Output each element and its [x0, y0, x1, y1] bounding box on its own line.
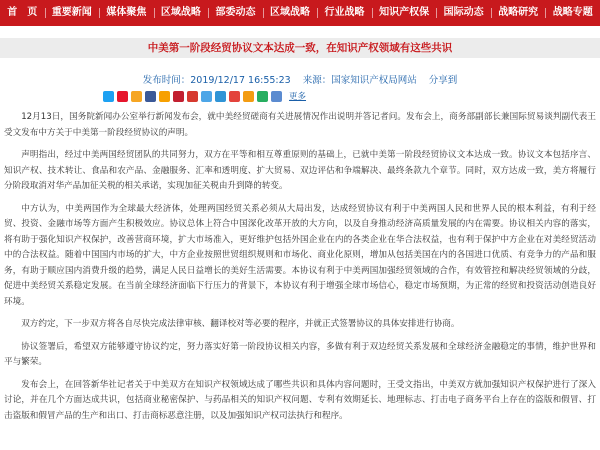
nav-item-important-news[interactable]: 重要新闻 [45, 0, 100, 26]
share-print-icon[interactable] [271, 91, 282, 102]
article-body [4, 110, 596, 431]
share-mail-icon[interactable] [257, 91, 268, 102]
nav-item-strategy-topics[interactable]: 战略专题 [545, 0, 600, 26]
paragraph: 声明指出，经过中美两国经贸团队的共同努力，双方在平等和相互尊重原则的基础上，已就中美第一阶段经贸协议文本达成一致。协议文本包括序言、知识产权、技术转让、食品和农产品、金融服务、汇率和透明度、扩大贸易、双边评估和争端解决、最终条款九个章节。同时，双方达成一致，美方将履行分阶段取消对华产品加征关税的相关承诺，实现加征关税由升到降的转变。 [4, 150, 596, 191]
publish-time: 发布时间：2019/12/17 16:55:23 [142, 75, 291, 86]
nav-item-media-focus[interactable]: 媒体聚焦 [99, 0, 154, 26]
nav-item-international-news[interactable]: 国际动态 [436, 0, 491, 26]
share-douban-icon[interactable] [173, 91, 184, 102]
nav-item-strategy-research[interactable]: 战略研究 [491, 0, 546, 26]
nav-item-ministry-news[interactable]: 部委动态 [208, 0, 263, 26]
paragraph: 协议签署后，希望双方能够遵守协议约定，努力落实好第一阶段协议相关内容，多做有利于双边经贸关系发展和全球经济金融稳定的事情，维护世界和平与繁荣。 [4, 341, 596, 367]
share-label[interactable]: 分享到 [428, 75, 458, 86]
share-qzone-icon[interactable] [131, 91, 142, 102]
article-title: 中美第一阶段经贸协议文本达成一致，在知识产权领域有这些共识 [0, 38, 600, 58]
nav-item-regional-strategy-2[interactable]: 区域战略 [263, 0, 318, 26]
share-tencent-weibo-icon[interactable] [117, 91, 128, 102]
paragraph: 12月13日，国务院新闻办公室举行新闻发布会，就中美经贸磋商有关进展情况作出说明并答记者问。发布会上，商务部副部长兼国际贸易谈判副代表王受文发布中方关于中美第一阶段经贸协议的声明。 [4, 112, 596, 138]
share-weibo-icon[interactable] [103, 91, 114, 102]
article-meta [0, 72, 600, 86]
nav-item-regional-strategy[interactable]: 区域战略 [154, 0, 209, 26]
share-baidu-icon[interactable] [243, 91, 254, 102]
paragraph: 双方约定，下一步双方将各自尽快完成法律审核、翻译校对等必要的程序，并就正式签署协议的具体安排进行协商。 [21, 319, 460, 329]
share-icons-row [103, 89, 306, 103]
share-qq-icon[interactable] [215, 91, 226, 102]
nav-item-industry-strategy[interactable]: 行业战略 [317, 0, 372, 26]
paragraph: 发布会上，在回答新华社记者关于中美双方在知识产权领域达成了哪些共识和具体内容问题时，王受文指出，中美双方就加强知识产权保护进行了深入讨论，并在几个方面达成共识，包括商业秘密保护、与药品相关的知识产权问题、专利有效期延长、地理标志、打击电子商务平台上存在的盗版和假冒、打击盗版和假冒产品的生产和出口、打击商标恶意注册，以及加强知识产权司法执行和程序。 [4, 379, 596, 421]
share-more-link[interactable]: 更多 [289, 92, 307, 102]
top-navigation-bar [0, 0, 600, 26]
share-sohu-icon[interactable] [229, 91, 240, 102]
nav-item-home[interactable]: 首 页 [7, 7, 38, 18]
paragraph: 中方认为，中美两国作为全球最大经济体，处理两国经贸关系必须从大局出发，达成经贸协议有利于中美两国人民和世界人民的根本利益，有利于经贸、投资、金融市场等方面产生积极效应。协议总体上符合中国深化改革开放的大方向，以及自身推动经济高质量发展的内在需要。协议相关内容的落实，将有助于强化知识产权保护，改善营商环境，扩大市场准入，更好维护包括外国企业在内的各类企业在华合法权益，也有利于保护中方企业在对美经贸活动中的合法权益。随着中国国内市场的扩大，中方企业按照世贸组织规则和市场化、商业化原则，增加从包括美国在内的各国进口优质、有竞争力的产品和服务，有助于顺应国内消费升级的趋势，满足人民日益增长的美好生活需要。本协议有利于中美两国加强经贸领域的合作，有效管控和解决经贸领域的分歧，促进中美经贸关系稳定发展。在当前全球经济面临下行压力的背景下，本协议有利于增强全球市场信心，稳定市场预期，为正常的经贸和投资活动创造良好环境。 [4, 203, 596, 307]
share-wechat-icon[interactable] [201, 91, 212, 102]
nav-item-ip-protection[interactable]: 知识产权保 [372, 0, 437, 26]
article-source: 来源：国家知识产权局网站 [302, 75, 417, 86]
share-kaixin-icon[interactable] [159, 91, 170, 102]
share-renren-icon[interactable] [145, 91, 156, 102]
share-netease-icon[interactable] [187, 91, 198, 102]
